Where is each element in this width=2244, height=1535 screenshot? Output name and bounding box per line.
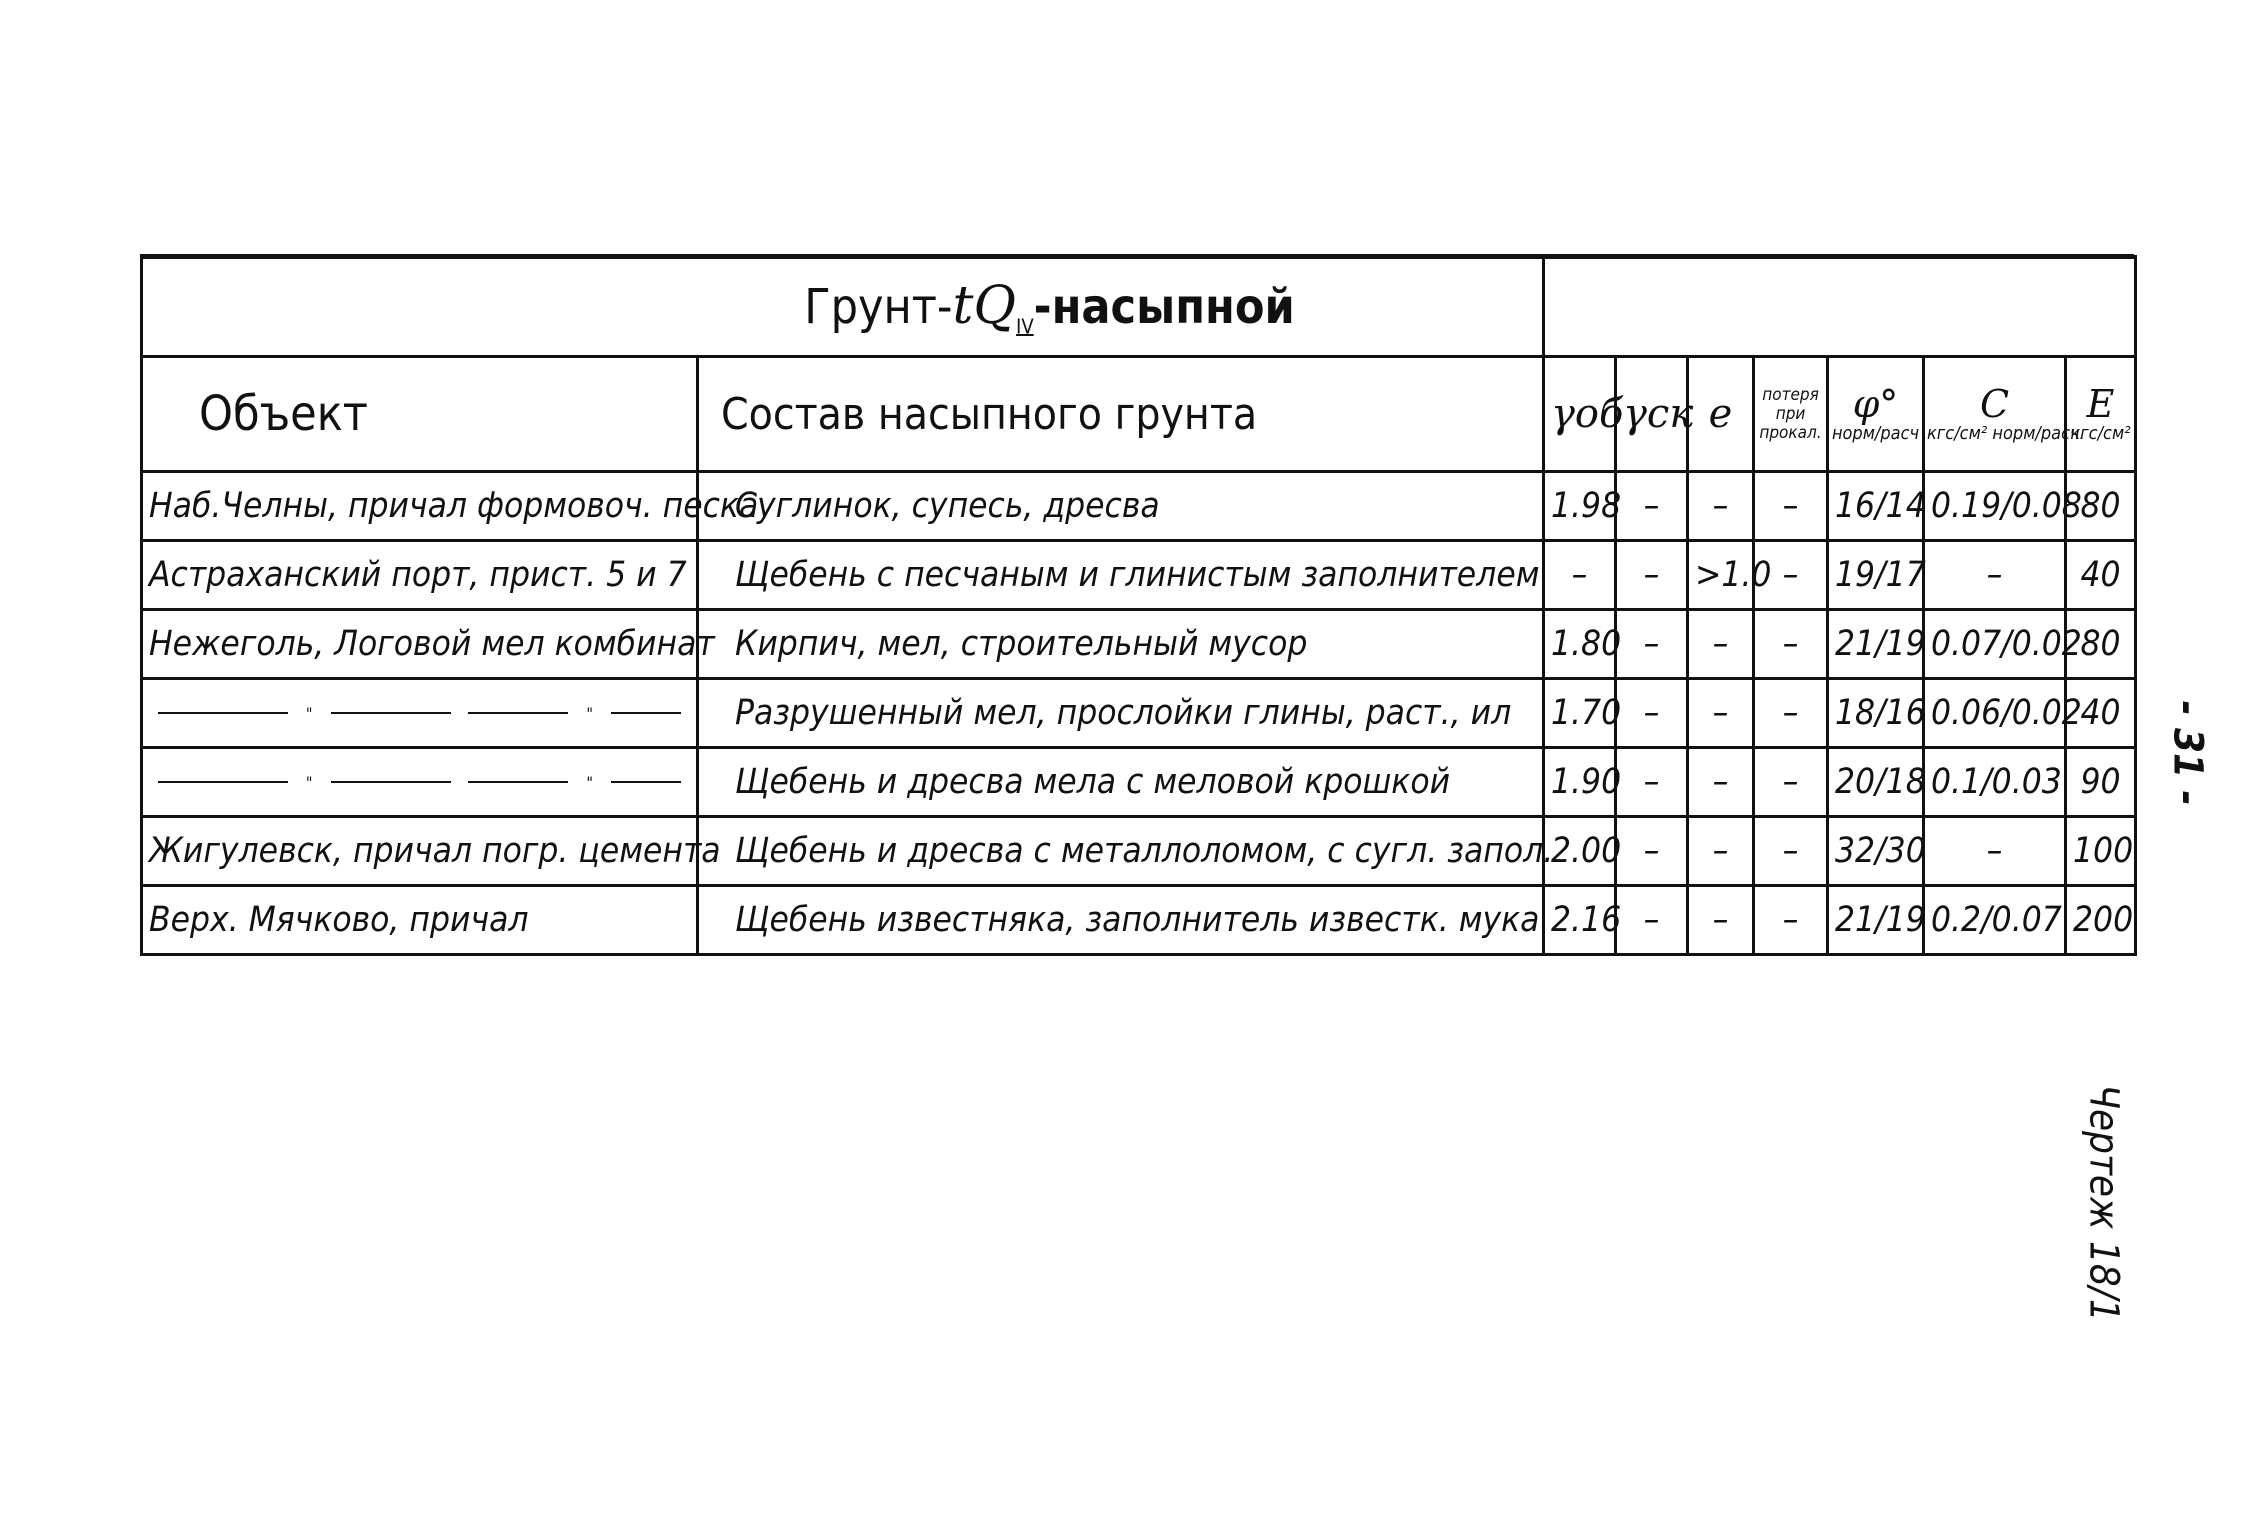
header-c-unit: кгс/см² норм/расч. (1927, 423, 2085, 444)
cell-composition: Щебень и дресва мела с меловой крошкой (698, 748, 1544, 817)
cell-phi: 21/19 (1828, 610, 1924, 679)
table-row (142, 748, 2136, 817)
cell-gamma-sk: – (1616, 679, 1688, 748)
cell-c: 0.2/0.07 (1924, 886, 2066, 955)
header-object: Объект (142, 357, 698, 472)
ditto-line (331, 712, 451, 714)
cell-loss: – (1754, 610, 1828, 679)
cell-E: 80 (2066, 610, 2136, 679)
ditto-line (468, 712, 568, 714)
cell-gamma-sk: – (1616, 541, 1688, 610)
drawing-label: Чертеж 18/1 (2080, 1084, 2127, 1322)
ditto-mark: " (305, 772, 313, 792)
header-gamma-ob: γоб (1544, 357, 1616, 472)
header-phi (1828, 357, 1924, 472)
cell-e: – (1688, 472, 1754, 541)
cell-composition: Щебень известняка, заполнитель известк. мука (698, 886, 1544, 955)
ditto-line (611, 781, 681, 783)
page-number: - 31 - (2164, 700, 2211, 806)
cell-object-ditto (142, 679, 698, 748)
cell-e: – (1688, 610, 1754, 679)
cell-e: – (1688, 679, 1754, 748)
cell-E: 80 (2066, 472, 2136, 541)
cell-gamma-sk: – (1616, 472, 1688, 541)
cell-gamma-ob: 2.00 (1544, 817, 1616, 886)
cell-loss: – (1754, 817, 1828, 886)
header-c-symbol: C (1979, 382, 2010, 426)
table-row (142, 817, 2136, 886)
cell-c: – (1924, 817, 2066, 886)
cell-gamma-ob: – (1544, 541, 1616, 610)
cell-phi: 16/14 (1828, 472, 1924, 541)
cell-E: 90 (2066, 748, 2136, 817)
ditto-line (331, 781, 451, 783)
cell-gamma-sk: – (1616, 886, 1688, 955)
cell-phi: 19/17 (1828, 541, 1924, 610)
cell-c: 0.07/0.02 (1924, 610, 2066, 679)
title-row (142, 257, 2136, 357)
cell-loss: – (1754, 886, 1828, 955)
cell-object: Верх. Мячково, причал (142, 886, 698, 955)
title-symbol: tQ (952, 275, 1017, 336)
cell-c: 0.19/0.08 (1924, 472, 2066, 541)
cell-e: >1.0 (1688, 541, 1754, 610)
cell-phi: 21/19 (1828, 886, 1924, 955)
cell-object-ditto (142, 748, 698, 817)
table-row (142, 679, 2136, 748)
cell-object: Нежеголь, Логовой мел комбинат (142, 610, 698, 679)
header-e: e (1688, 357, 1754, 472)
ditto-mark: " (586, 772, 594, 792)
table-row (142, 610, 2136, 679)
cell-e: – (1688, 748, 1754, 817)
table-row (142, 541, 2136, 610)
title-suffix: -насыпной (1033, 278, 1295, 335)
cell-E: 40 (2066, 679, 2136, 748)
ditto-line (158, 712, 288, 714)
cell-object: Астраханский порт, прист. 5 и 7 (142, 541, 698, 610)
cell-loss: – (1754, 679, 1828, 748)
ditto-line (158, 781, 288, 783)
title-empty-cell (1544, 257, 2136, 357)
cell-gamma-ob: 1.90 (1544, 748, 1616, 817)
cell-object: Наб.Челны, причал формовоч. песка (142, 472, 698, 541)
header-composition: Состав насыпного грунта (698, 357, 1544, 472)
ditto-mark: " (305, 703, 313, 723)
cell-e: – (1688, 817, 1754, 886)
header-E (2066, 357, 2136, 472)
cell-e: – (1688, 886, 1754, 955)
cell-phi: 18/16 (1828, 679, 1924, 748)
cell-gamma-sk: – (1616, 748, 1688, 817)
cell-E: 100 (2066, 817, 2136, 886)
cell-E: 200 (2066, 886, 2136, 955)
cell-gamma-sk: – (1616, 817, 1688, 886)
header-phi-unit: норм/расч (1831, 423, 1920, 444)
ditto-line (611, 712, 681, 714)
cell-composition: Разрушенный мел, прослойки глины, раст., ил (698, 679, 1544, 748)
table-row (142, 472, 2136, 541)
cell-E: 40 (2066, 541, 2136, 610)
ditto-marks (149, 773, 690, 792)
cell-loss: – (1754, 541, 1828, 610)
cell-gamma-ob: 1.98 (1544, 472, 1616, 541)
cell-c: – (1924, 541, 2066, 610)
title-prefix: Грунт- (804, 278, 953, 335)
cell-object: Жигулевск, причал погр. цемента (142, 817, 698, 886)
cell-c: 0.06/0.02 (1924, 679, 2066, 748)
ditto-line (468, 781, 568, 783)
table-title (142, 257, 1544, 357)
header-gamma-sk: γск (1616, 357, 1688, 472)
header-E-symbol: E (2086, 382, 2115, 426)
ditto-mark: " (586, 703, 594, 723)
soil-properties-table (140, 255, 2137, 956)
cell-c: 0.1/0.03 (1924, 748, 2066, 817)
cell-phi: 32/30 (1828, 817, 1924, 886)
cell-loss: – (1754, 472, 1828, 541)
cell-gamma-ob: 1.80 (1544, 610, 1616, 679)
cell-composition: Суглинок, супесь, дресва (698, 472, 1544, 541)
cell-composition: Кирпич, мел, строительный мусор (698, 610, 1544, 679)
cell-gamma-ob: 1.70 (1544, 679, 1616, 748)
header-row (142, 357, 2136, 472)
cell-gamma-sk: – (1616, 610, 1688, 679)
title-subscript: IV (1016, 314, 1034, 339)
cell-composition: Щебень и дресва с металлоломом, с сугл. запол. (698, 817, 1544, 886)
cell-composition: Щебень с песчаным и глинистым заполнителем (698, 541, 1544, 610)
header-E-unit: кгс/см² (2070, 423, 2131, 444)
ditto-marks (149, 704, 690, 723)
header-phi-symbol: φ° (1852, 382, 1899, 426)
cell-gamma-ob: 2.16 (1544, 886, 1616, 955)
header-loss: потеря при прокал. (1754, 357, 1828, 472)
header-c (1924, 357, 2085, 472)
cell-loss: – (1754, 748, 1828, 817)
table-row (142, 886, 2136, 955)
cell-phi: 20/18 (1828, 748, 1924, 817)
